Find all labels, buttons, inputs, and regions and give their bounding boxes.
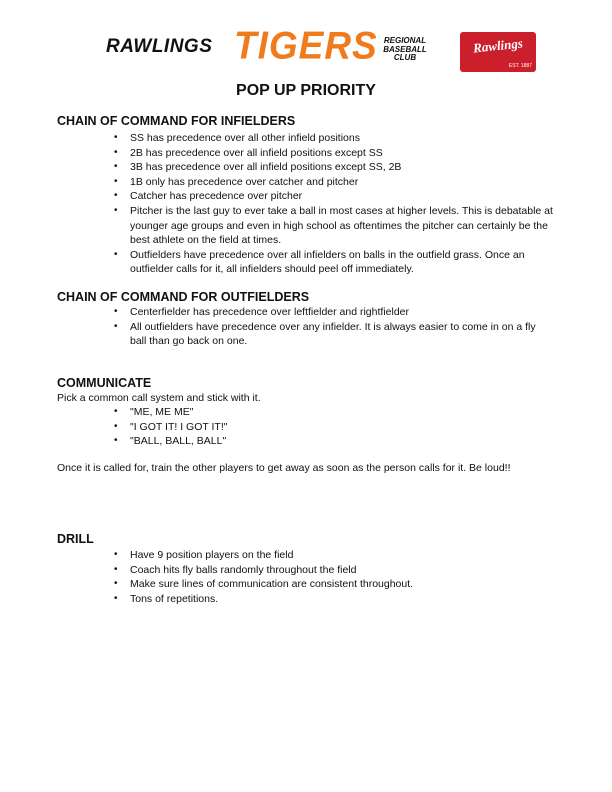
infielders-list — [113, 131, 553, 277]
page-header — [0, 23, 612, 76]
list-item: • Make sure lines of communication are consistent throughout. — [113, 577, 553, 592]
list-item: • "ME, ME ME" — [113, 405, 553, 420]
brand-sub-line2: BASEBALL — [383, 44, 427, 54]
list-item: • All outfielders have precedence over any infielder. It is always easier to come in on a fly ball than go back on one. — [113, 320, 553, 349]
brand-club-subtitle — [370, 37, 440, 63]
list-item: • Catcher has precedence over pitcher — [113, 189, 553, 204]
infielders-heading: CHAIN OF COMMAND FOR INFIELDERS — [57, 114, 296, 128]
page-title: POP UP PRIORITY — [236, 82, 376, 99]
list-item: • 1B only has precedence over catcher and pitcher — [113, 175, 553, 190]
list-item: • Coach hits fly balls randomly throughout the field — [113, 563, 553, 578]
list-item: • Outfielders have precedence over all infielders on balls in the outfield grass. Once an outfielder calls for it, all infielders should peel off immediately. — [113, 248, 553, 277]
brand-sub-line1: REGIONAL — [383, 36, 427, 45]
list-item: • Centerfielder has precedence over leftfielder and rightfielder — [113, 305, 553, 320]
communicate-list — [113, 405, 553, 449]
list-item: • SS has precedence over all other infield positions — [113, 131, 553, 146]
drill-list — [113, 548, 553, 606]
brand-sub-line3: CLUB — [393, 53, 417, 62]
outfielders-list — [113, 305, 553, 349]
brand-tigers-wordmark: TIGERS — [234, 23, 378, 67]
list-item: • 2B has precedence over all infield positions except SS — [113, 146, 553, 161]
drill-heading: DRILL — [57, 532, 94, 546]
list-item: • "BALL, BALL, BALL" — [113, 434, 553, 449]
list-item: • 3B has precedence over all infield positions except SS, 2B — [113, 160, 553, 175]
list-item: • Pitcher is the last guy to ever take a ball in most cases at higher levels. This is debatable at younger age groups and even in high school as oftentimes the pitcher can certainly be the best athlete on the field at times. — [113, 204, 553, 248]
communicate-intro: Pick a common call system and stick with it. — [57, 392, 261, 404]
outfielders-heading: CHAIN OF COMMAND FOR OUTFIELDERS — [57, 290, 310, 304]
communicate-note: Once it is called for, train the other players to get away as soon as the person calls for it. Be loud!! — [57, 462, 511, 474]
rawlings-logo — [460, 32, 536, 72]
communicate-heading: COMMUNICATE — [57, 376, 152, 390]
rawlings-logo-est: EST. 1887 — [508, 63, 532, 69]
rawlings-logo-script: Rawlings — [472, 35, 524, 56]
list-item: • Have 9 position players on the field — [113, 548, 553, 563]
list-item: • Tons of repetitions. — [113, 592, 553, 607]
brand-rawlings-wordmark: RAWLINGS — [106, 36, 213, 57]
list-item: • "I GOT IT! I GOT IT!" — [113, 420, 553, 435]
